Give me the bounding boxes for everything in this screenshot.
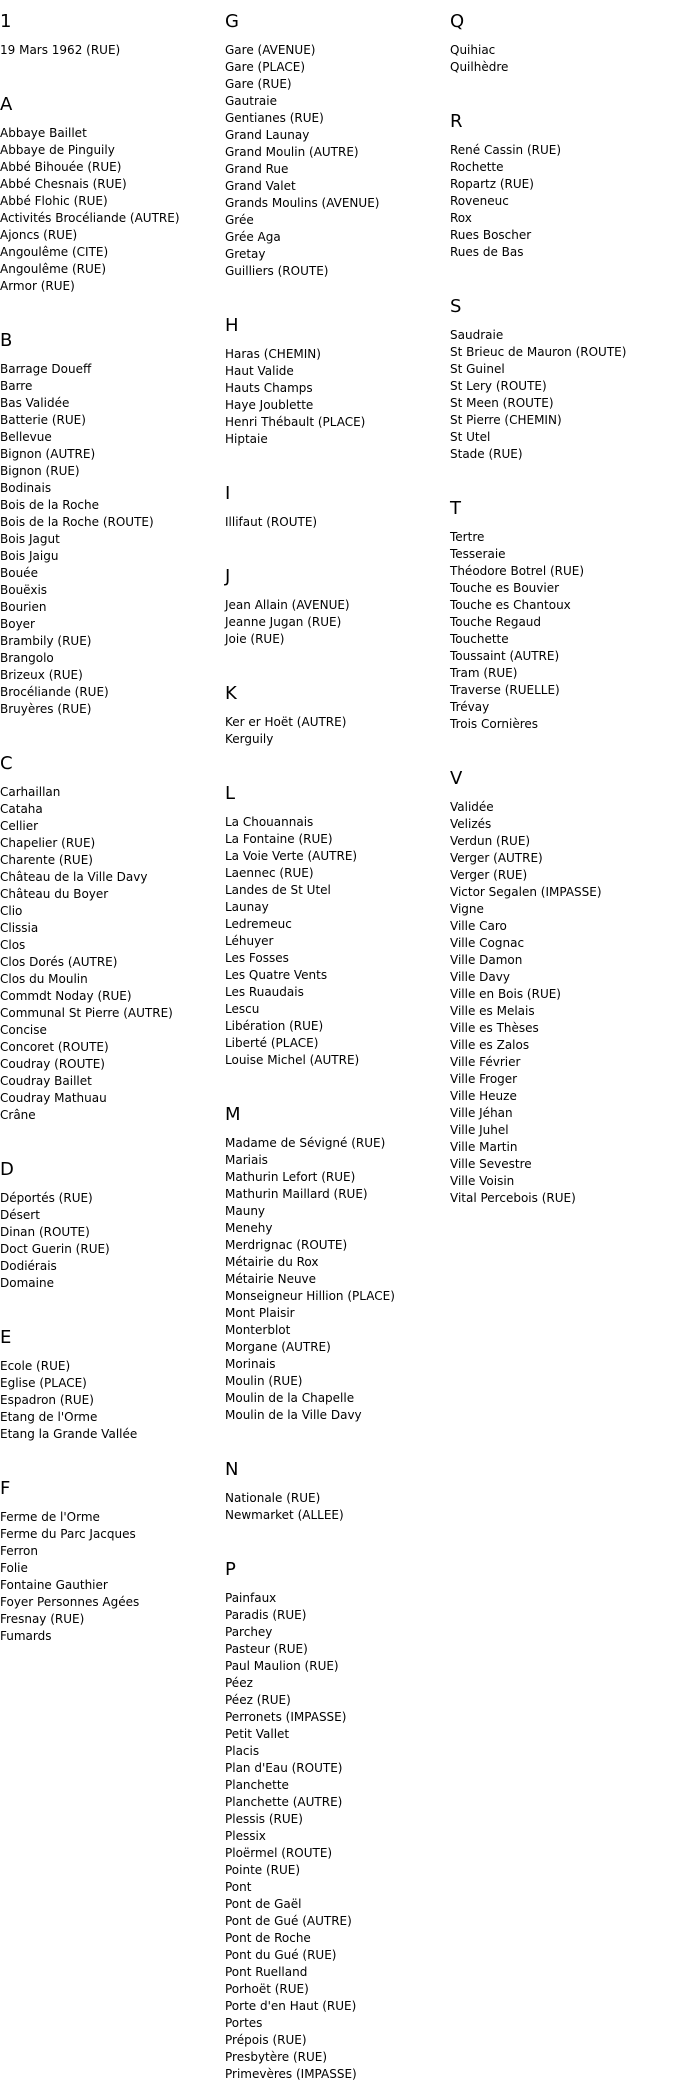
street-item: Verger (RUE) [450,868,528,882]
street-item: Bois Jaigu [0,549,59,563]
street-item: Clissia [0,921,39,935]
street-item: Armor (RUE) [0,279,75,293]
street-item: Abbaye Baillet [0,126,87,140]
street-item: Dinan (ROUTE) [0,1225,90,1239]
section-letter-heading: D [0,1159,14,1180]
street-item: Coudray Mathuau [0,1091,107,1105]
street-item: Louise Michel (AUTRE) [225,1053,360,1067]
index-section-k [225,672,395,748]
index-column-1 [0,0,180,1645]
street-item: Paradis (RUE) [225,1608,307,1622]
street-item: Grée [225,213,254,227]
street-item: Touche es Bouvier [450,581,560,595]
street-item: Doct Guerin (RUE) [0,1242,110,1256]
street-item: Haras (CHEMIN) [225,347,321,361]
street-item: Tram (RUE) [450,666,518,680]
street-item: Stade (RUE) [450,447,523,461]
street-item: Abbaye de Pinguily [0,143,115,157]
street-item: Ville Sevestre [450,1157,532,1171]
street-item: Hiptaie [225,432,268,446]
index-section-h [225,304,395,448]
street-item: Nationale (RUE) [225,1491,321,1505]
street-item: Ville en Bois (RUE) [450,987,561,1001]
section-letter-heading: C [0,753,13,774]
section-letter-heading: 1 [0,11,12,32]
street-item: Ville Caro [450,919,507,933]
street-item: Plessix [225,1829,266,1843]
street-item: Ferme du Parc Jacques [0,1527,136,1541]
street-item: Haut Valide [225,364,294,378]
section-letter-heading: R [450,111,463,132]
street-item: Parchey [225,1625,273,1639]
street-item: Ferron [0,1544,38,1558]
index-section-i [225,472,395,531]
street-item: Plessis (RUE) [225,1812,303,1826]
street-item: Grand Launay [225,128,310,142]
street-item: Métairie Neuve [225,1272,317,1286]
street-item: La Fontaine (RUE) [225,832,333,846]
street-item: Saudraie [450,328,504,342]
street-item: Touchette [450,632,509,646]
index-section-q [450,0,626,76]
street-item: Ville es Thèses [450,1021,539,1035]
section-letter-heading: Q [450,11,465,32]
street-item: Bignon (AUTRE) [0,447,96,461]
street-list [0,784,180,1124]
street-item: Moulin (RUE) [225,1374,303,1388]
street-item: Trois Cornières [450,717,539,731]
street-item: Cataha [0,802,43,816]
street-item: Ville Martin [450,1140,518,1154]
street-item: Rox [450,211,472,225]
street-item: Touche Regaud [450,615,542,629]
street-item: Brangolo [0,651,54,665]
street-item: Foyer Personnes Agées [0,1595,140,1609]
street-item: Carhaillan [0,785,61,799]
street-item: Morgane (AUTRE) [225,1340,331,1354]
street-item: Ville Davy [450,970,510,984]
street-item: Ville Jéhan [450,1106,513,1120]
index-section-s [450,285,626,463]
index-section-p [225,1548,395,2083]
street-list [0,361,180,718]
street-item: Clos [0,938,26,952]
street-item: Mont Plaisir [225,1306,295,1320]
street-item: Henri Thébault (PLACE) [225,415,366,429]
street-item: Ecole (RUE) [0,1359,71,1373]
street-item: Ville Cognac [450,936,525,950]
section-letter-heading: E [0,1327,12,1348]
street-item: Château du Boyer [0,887,109,901]
index-section-v [450,757,626,1207]
street-item: Mauny [225,1204,266,1218]
street-item: Ville Juhel [450,1123,509,1137]
street-list [225,1590,395,2083]
street-item: Cellier [0,819,39,833]
street-item: Barrage Doueff [0,362,92,376]
street-item: Fresnay (RUE) [0,1612,85,1626]
street-item: Abbé Chesnais (RUE) [0,177,127,191]
street-item: Verger (AUTRE) [450,851,543,865]
street-item: Touche es Chantoux [450,598,571,612]
street-list [225,1490,395,1524]
street-item: Commdt Noday (RUE) [0,989,132,1003]
index-section-l [225,772,395,1069]
street-list [0,1358,180,1443]
street-item: Communal St Pierre (AUTRE) [0,1006,173,1020]
street-item: Péez [225,1676,253,1690]
street-item: Déportés (RUE) [0,1191,93,1205]
street-list [0,42,180,59]
section-letter-heading: K [225,683,237,704]
street-list [225,714,395,748]
street-item: Vital Percebois (RUE) [450,1191,576,1205]
street-item: Landes de St Utel [225,883,331,897]
street-item: Prépois (RUE) [225,2033,307,2047]
street-list [225,597,395,648]
section-letter-heading: F [0,1478,11,1499]
street-item: Coudray Baillet [0,1074,92,1088]
street-item: Perronets (IMPASSE) [225,1710,347,1724]
street-item: Grand Valet [225,179,296,193]
street-item: Clio [0,904,23,918]
street-item: Bouëxis [0,583,48,597]
street-item: Kerguily [225,732,274,746]
street-item: Painfaux [225,1591,277,1605]
street-item: Moulin de la Chapelle [225,1391,355,1405]
street-item: Newmarket (ALLEE) [225,1508,344,1522]
street-item: Charente (RUE) [0,853,93,867]
street-item: Etang la Grande Vallée [0,1427,138,1441]
street-item: Clos Dorés (AUTRE) [0,955,118,969]
street-item: Validée [450,800,494,814]
street-item: St Guinel [450,362,505,376]
street-item: Bas Validée [0,396,70,410]
street-item: Concoret (ROUTE) [0,1040,109,1054]
street-item: Concise [0,1023,47,1037]
street-item: Coudray (ROUTE) [0,1057,105,1071]
street-item: Eglise (PLACE) [0,1376,87,1390]
index-section-f [0,1467,180,1645]
street-list [450,327,626,463]
street-item: Métairie du Rox [225,1255,319,1269]
street-item: Gare (AVENUE) [225,43,316,57]
street-item: Etang de l'Orme [0,1410,98,1424]
street-item: Portes [225,2016,263,2030]
street-item: Clos du Moulin [0,972,88,986]
street-item: Petit Vallet [225,1727,290,1741]
index-section-d [0,1148,180,1292]
street-item: Crâne [0,1108,36,1122]
street-item: Traverse (RUELLE) [450,683,560,697]
street-item: Victor Segalen (IMPASSE) [450,885,602,899]
street-item: Mariais [225,1153,268,1167]
index-section-b [0,319,180,718]
street-item: Madame de Sévigné (RUE) [225,1136,386,1150]
street-item: Les Ruaudais [225,985,304,999]
street-item: Mathurin Maillard (RUE) [225,1187,368,1201]
street-item: Ville Froger [450,1072,518,1086]
street-item: Chapelier (RUE) [0,836,96,850]
street-item: Léhuyer [225,934,274,948]
street-list [450,42,626,76]
street-item: Pont de Gaël [225,1897,302,1911]
street-item: Activités Brocéliande (AUTRE) [0,211,180,225]
index-section-m [225,1093,395,1424]
street-list [0,125,180,295]
street-item: Gare (PLACE) [225,60,306,74]
street-item: Verdun (RUE) [450,834,531,848]
street-item: Pont de Gué (AUTRE) [225,1914,352,1928]
street-item: Ajoncs (RUE) [0,228,78,242]
street-item: Espadron (RUE) [0,1393,94,1407]
street-item: 19 Mars 1962 (RUE) [0,43,121,57]
index-section-a [0,83,180,295]
street-item: Pont Ruelland [225,1965,308,1979]
street-item: Vigne [450,902,484,916]
street-item: Batterie (RUE) [0,413,86,427]
street-item: St Pierre (CHEMIN) [450,413,562,427]
section-letter-heading: G [225,11,239,32]
index-section-g [225,0,395,280]
street-item: Quihiac [450,43,496,57]
street-item: Roveneuc [450,194,509,208]
section-letter-heading: A [0,94,13,115]
street-item: Château de la Ville Davy [0,870,148,884]
street-item: Pont [225,1880,252,1894]
street-list [225,346,395,448]
street-item: Liberté (PLACE) [225,1036,319,1050]
street-item: Ville Damon [450,953,523,967]
street-item: Grand Moulin (AUTRE) [225,145,359,159]
street-list [0,1509,180,1645]
street-item: Porhoët (RUE) [225,1982,309,1996]
street-list [225,814,395,1069]
street-item: Boyer [0,617,35,631]
street-item: Ville es Melais [450,1004,535,1018]
street-item: Les Quatre Vents [225,968,328,982]
street-item: Presbytère (RUE) [225,2050,328,2064]
section-letter-heading: T [450,498,461,519]
section-letter-heading: P [225,1559,236,1580]
street-item: Gautraie [225,94,277,108]
street-item: Ledremeuc [225,917,292,931]
street-item: Launay [225,900,269,914]
street-item: Libération (RUE) [225,1019,324,1033]
street-item: Dodiérais [0,1259,57,1273]
street-item: Pasteur (RUE) [225,1642,308,1656]
street-item: Grand Rue [225,162,289,176]
street-item: Fontaine Gauthier [0,1578,108,1592]
street-item: Velizés [450,817,492,831]
street-item: Ropartz (RUE) [450,177,534,191]
street-item: La Chouannais [225,815,314,829]
street-item: Bourien [0,600,47,614]
street-item: Folie [0,1561,28,1575]
street-item: Jean Allain (AVENUE) [225,598,350,612]
street-list [450,799,626,1207]
street-item: Désert [0,1208,40,1222]
street-item: Moulin de la Ville Davy [225,1408,362,1422]
street-item: Gare (RUE) [225,77,292,91]
index-section-j [225,555,395,648]
street-item: Bois Jagut [0,532,60,546]
street-item: Quilhèdre [450,60,509,74]
street-item: Ville Février [450,1055,521,1069]
street-item: Brizeux (RUE) [0,668,83,682]
street-item: Lescu [225,1002,260,1016]
street-item: Monseigneur Hillion (PLACE) [225,1289,395,1303]
street-item: Abbé Flohic (RUE) [0,194,108,208]
street-item: Rochette [450,160,504,174]
street-item: Barre [0,379,33,393]
street-item: Ville es Zalos [450,1038,530,1052]
street-item: Menehy [225,1221,273,1235]
street-item: Bois de la Roche [0,498,100,512]
street-item: Guilliers (ROUTE) [225,264,329,278]
street-item: Bruyères (RUE) [0,702,92,716]
street-list [225,514,395,531]
street-item: Angoulême (CITE) [0,245,109,259]
street-item: Brocéliande (RUE) [0,685,109,699]
street-item: Illifaut (ROUTE) [225,515,318,529]
street-item: Primevères (IMPASSE) [225,2067,357,2081]
street-item: Toussaint (AUTRE) [450,649,560,663]
street-item: Théodore Botrel (RUE) [450,564,585,578]
street-item: René Cassin (RUE) [450,143,562,157]
street-item: Ferme de l'Orme [0,1510,100,1524]
street-item: Pont de Roche [225,1931,311,1945]
section-letter-heading: I [225,483,231,504]
street-item: Domaine [0,1276,54,1290]
street-item: Trévay [450,700,490,714]
street-item: Monterblot [225,1323,291,1337]
street-item: Ville Heuze [450,1089,517,1103]
street-item: Laennec (RUE) [225,866,314,880]
section-letter-heading: L [225,783,236,804]
street-list [225,1135,395,1424]
index-section-n [225,1448,395,1524]
street-item: Pointe (RUE) [225,1863,301,1877]
street-list [0,1190,180,1292]
street-item: Ker er Hoët (AUTRE) [225,715,347,729]
street-item: St Lery (ROUTE) [450,379,547,393]
street-item: Placis [225,1744,260,1758]
street-item: Gentianes (RUE) [225,111,324,125]
street-item: St Utel [450,430,491,444]
street-item: Planchette (AUTRE) [225,1795,343,1809]
street-item: Bignon (RUE) [0,464,80,478]
street-item: Abbé Bihouée (RUE) [0,160,122,174]
street-list [450,142,626,261]
street-item: Bois de la Roche (ROUTE) [0,515,154,529]
street-item: Les Fosses [225,951,289,965]
street-item: Fumards [0,1629,52,1643]
section-letter-heading: S [450,296,462,317]
street-item: Plan d'Eau (ROUTE) [225,1761,343,1775]
street-item: Merdrignac (ROUTE) [225,1238,348,1252]
street-item: Tertre [450,530,485,544]
index-section-r [450,100,626,261]
street-item: Hauts Champs [225,381,313,395]
street-item: Pont du Gué (RUE) [225,1948,337,1962]
street-item: Planchette [225,1778,289,1792]
street-item: Paul Maulion (RUE) [225,1659,339,1673]
street-item: Rues Boscher [450,228,532,242]
index-section-t [450,487,626,733]
street-item: Rues de Bas [450,245,524,259]
street-item: Angoulême (RUE) [0,262,107,276]
street-list [450,529,626,733]
section-letter-heading: H [225,315,239,336]
street-item: Morinais [225,1357,276,1371]
index-column-2 [225,0,395,2083]
index-section-c [0,742,180,1124]
street-item: St Meen (ROUTE) [450,396,554,410]
street-item: Bouée [0,566,38,580]
street-item: Bodinais [0,481,52,495]
section-letter-heading: B [0,330,13,351]
street-item: Ploërmel (ROUTE) [225,1846,333,1860]
street-item: St Brieuc de Mauron (ROUTE) [450,345,627,359]
section-letter-heading: M [225,1104,241,1125]
street-list [225,42,395,280]
index-column-3 [450,0,626,1207]
index-section-1 [0,0,180,59]
street-item: Ville Voisin [450,1174,515,1188]
street-item: Grée Aga [225,230,281,244]
street-item: Tesseraie [450,547,506,561]
section-letter-heading: N [225,1459,239,1480]
street-item: Grands Moulins (AVENUE) [225,196,380,210]
street-item: Joie (RUE) [225,632,285,646]
street-item: Bellevue [0,430,52,444]
index-section-e [0,1316,180,1443]
street-item: Gretay [225,247,266,261]
street-item: Mathurin Lefort (RUE) [225,1170,356,1184]
street-item: La Voie Verte (AUTRE) [225,849,358,863]
section-letter-heading: J [225,566,231,587]
street-item: Jeanne Jugan (RUE) [225,615,342,629]
street-item: Porte d'en Haut (RUE) [225,1999,357,2013]
section-letter-heading: V [450,768,463,789]
street-item: Péez (RUE) [225,1693,291,1707]
street-item: Haye Joublette [225,398,314,412]
street-item: Brambily (RUE) [0,634,92,648]
